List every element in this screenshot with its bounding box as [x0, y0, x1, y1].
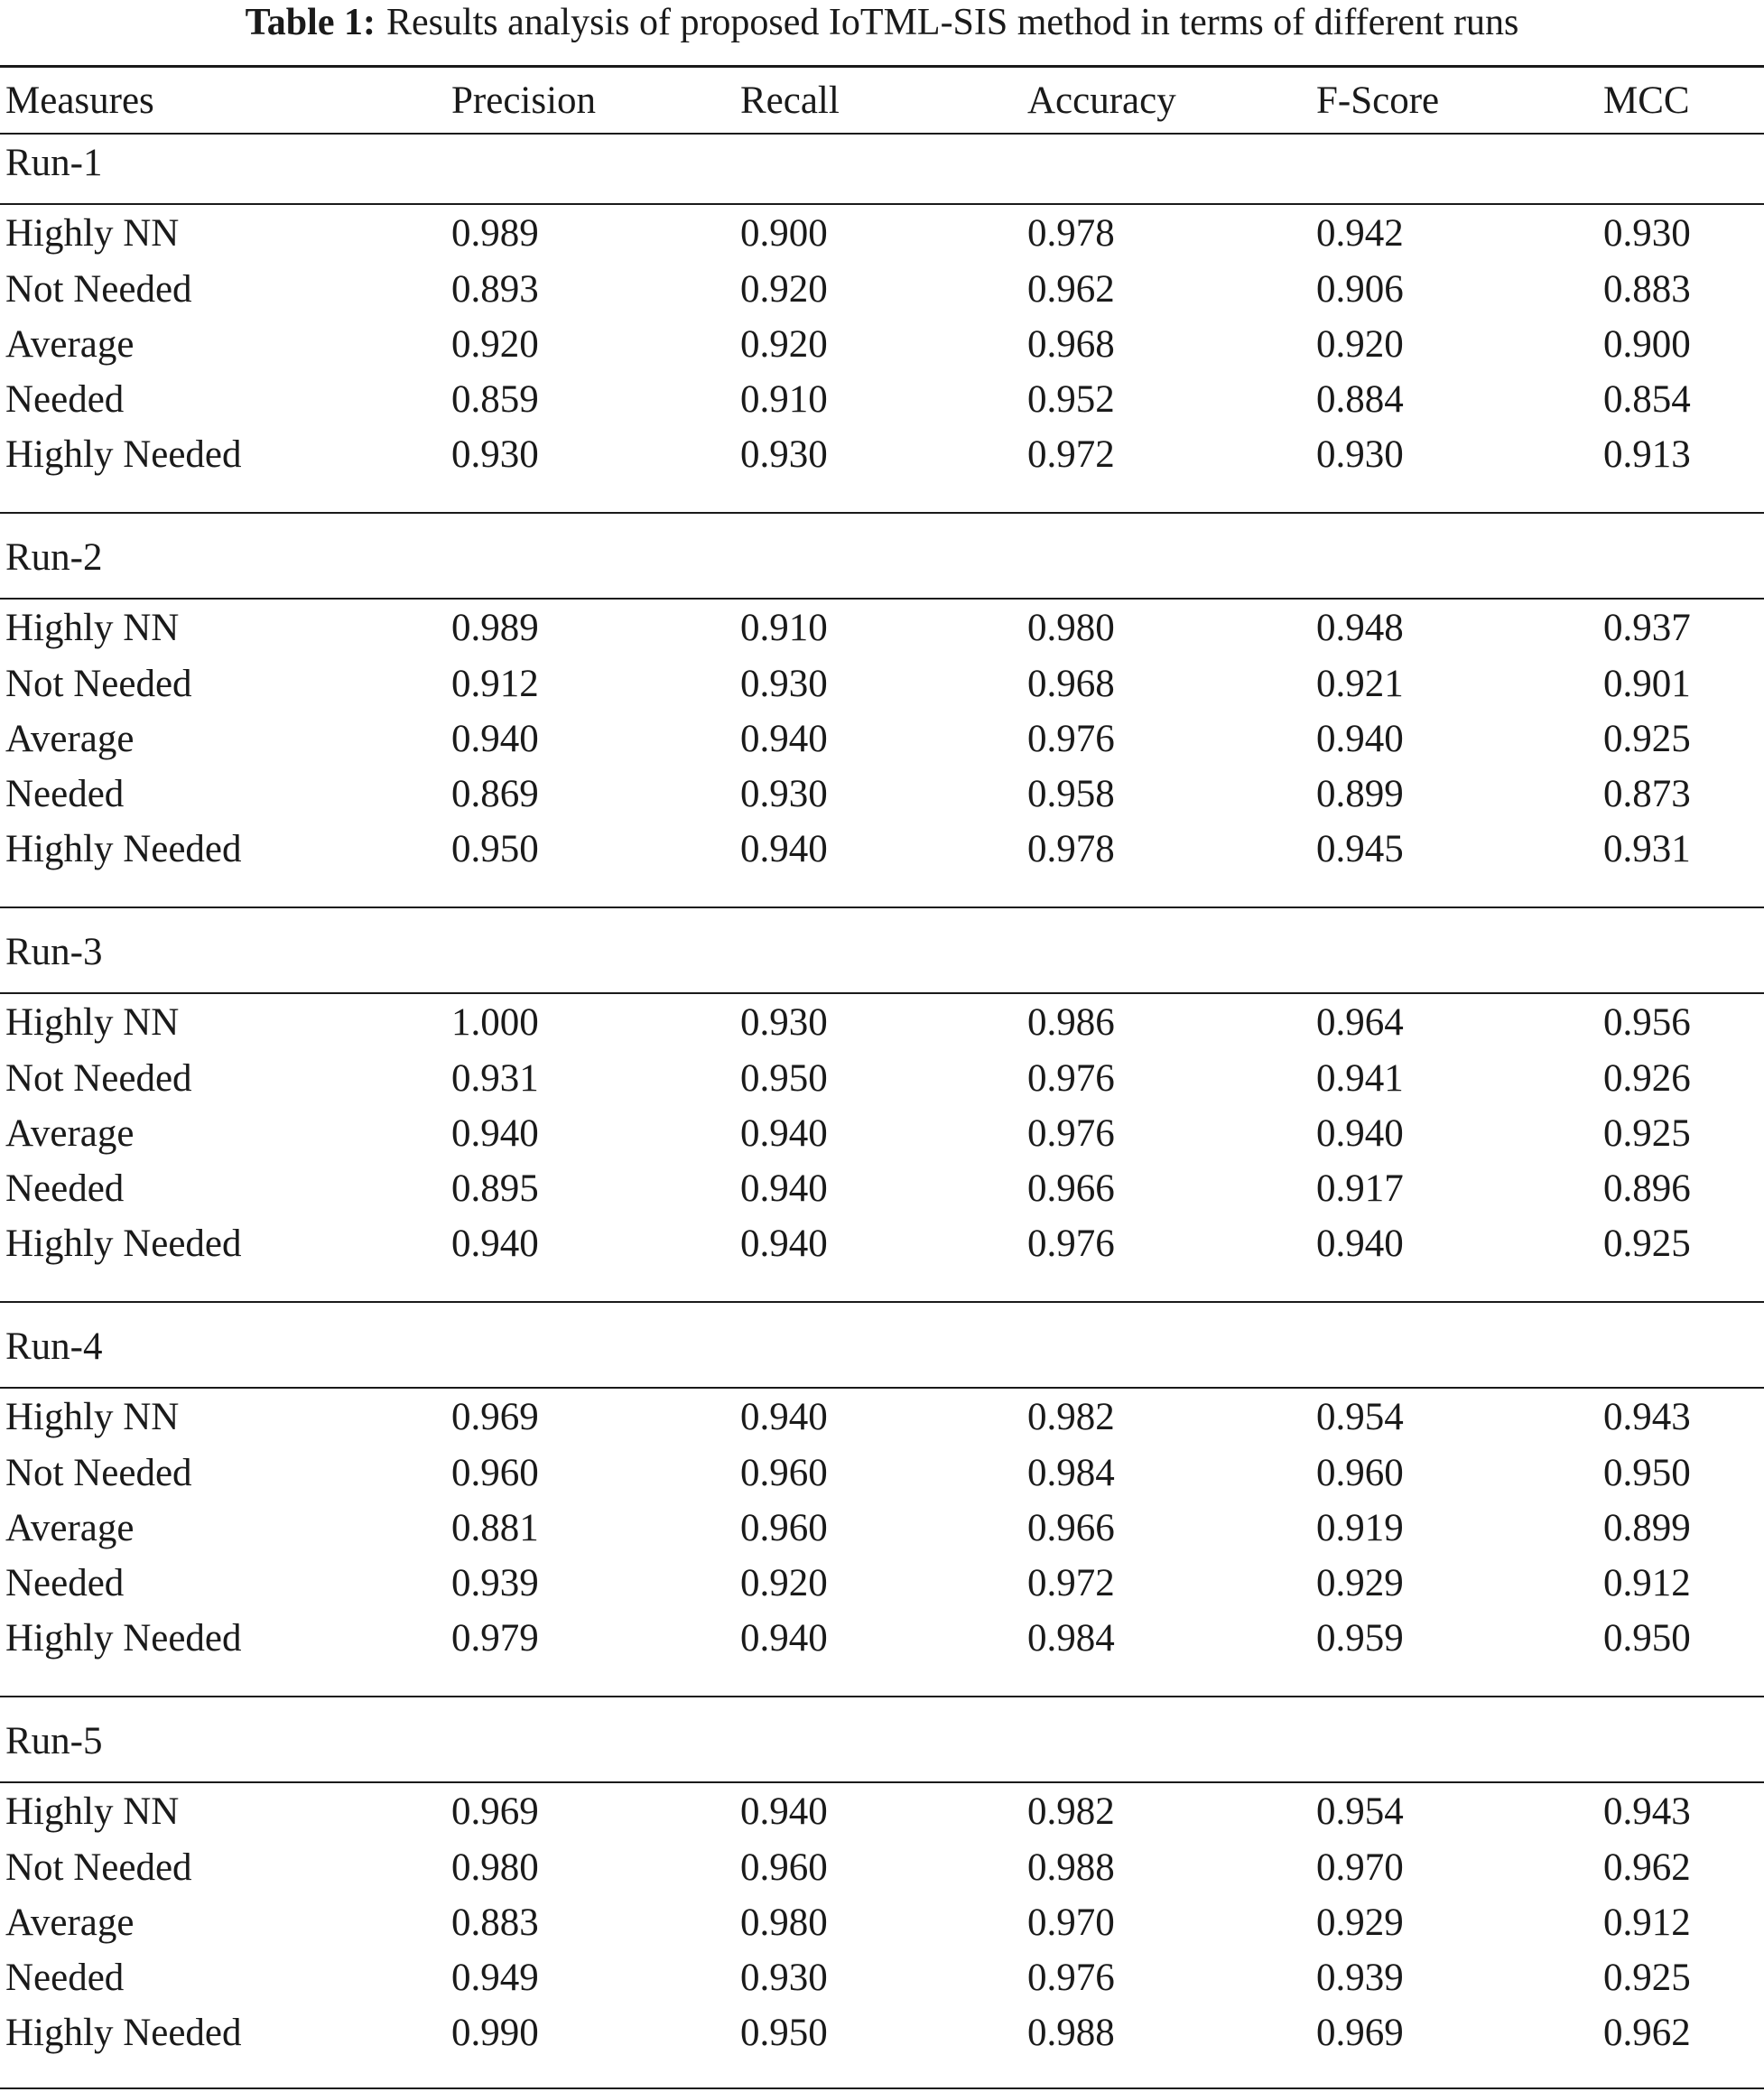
value-cell: 0.912	[451, 663, 539, 705]
value-cell: 0.978	[1027, 212, 1115, 255]
value-cell: 1.000	[451, 1001, 539, 1044]
value-cell: 0.921	[1316, 663, 1404, 705]
value-cell: 0.939	[451, 1562, 539, 1604]
value-cell: 0.930	[740, 433, 828, 476]
value-cell: 0.920	[451, 323, 539, 366]
value-cell: 0.956	[1603, 1001, 1691, 1044]
value-cell: 0.929	[1316, 1901, 1404, 1944]
value-cell: 0.930	[451, 433, 539, 476]
group-title: Run-1	[5, 142, 103, 184]
value-cell: 0.950	[740, 1057, 828, 1100]
value-cell: 0.901	[1603, 663, 1691, 705]
value-cell: 0.940	[740, 1223, 828, 1265]
value-cell: 0.931	[1603, 828, 1691, 870]
value-cell: 0.960	[740, 1846, 828, 1889]
value-cell: 0.979	[451, 1617, 539, 1660]
table-row	[0, 996, 1764, 1050]
value-cell: 0.930	[740, 1957, 828, 1999]
value-cell: 0.859	[451, 378, 539, 421]
value-cell: 0.896	[1603, 1167, 1691, 1210]
value-cell: 0.988	[1027, 1846, 1115, 1889]
table-row	[0, 1896, 1764, 1950]
section-bottom-rule	[0, 1301, 1764, 1303]
table-row	[0, 767, 1764, 822]
value-cell: 0.988	[1027, 2012, 1115, 2054]
value-cell: 0.970	[1316, 1846, 1404, 1889]
header-bottom-rule	[0, 133, 1764, 135]
header-cell-mcc: MCC	[1603, 79, 1690, 122]
table-row	[0, 1612, 1764, 1666]
value-cell: 0.873	[1603, 773, 1691, 815]
section-bottom-rule	[0, 907, 1764, 908]
value-cell: 0.943	[1603, 1790, 1691, 1833]
value-cell: 0.920	[1316, 323, 1404, 366]
table-row	[0, 823, 1764, 877]
value-cell: 0.939	[1316, 1957, 1404, 1999]
row-label: Highly NN	[5, 212, 180, 255]
value-cell: 0.972	[1027, 433, 1115, 476]
value-cell: 0.972	[1027, 1562, 1115, 1604]
value-cell: 0.937	[1603, 607, 1691, 649]
value-cell: 0.912	[1603, 1901, 1691, 1944]
table-row	[0, 428, 1764, 482]
row-label: Not Needed	[5, 268, 192, 311]
table-row	[0, 1390, 1764, 1445]
row-label: Highly NN	[5, 1001, 180, 1044]
row-label: Average	[5, 323, 135, 366]
value-cell: 0.940	[1316, 718, 1404, 760]
row-label: Needed	[5, 1562, 125, 1604]
value-cell: 0.950	[451, 828, 539, 870]
value-cell: 0.881	[451, 1507, 539, 1549]
value-cell: 0.962	[1027, 268, 1115, 311]
table-row	[0, 1107, 1764, 1161]
group-title: Run-4	[5, 1325, 103, 1368]
value-cell: 0.929	[1316, 1562, 1404, 1604]
value-cell: 0.978	[1027, 828, 1115, 870]
value-cell: 0.899	[1316, 773, 1404, 815]
section-bottom-rule	[0, 1696, 1764, 1697]
value-cell: 0.976	[1027, 1223, 1115, 1265]
value-cell: 0.920	[740, 1562, 828, 1604]
group-title: Run-2	[5, 536, 103, 579]
row-label: Not Needed	[5, 1452, 192, 1494]
value-cell: 0.980	[451, 1846, 539, 1889]
value-cell: 0.969	[451, 1396, 539, 1438]
value-cell: 0.893	[451, 268, 539, 311]
value-cell: 0.969	[1316, 2012, 1404, 2054]
table-row	[0, 1785, 1764, 1839]
group-title-row	[0, 1715, 1764, 1769]
row-label: Highly Needed	[5, 433, 242, 476]
value-cell: 0.930	[740, 1001, 828, 1044]
value-cell: 0.970	[1027, 1901, 1115, 1944]
table-row	[0, 1502, 1764, 1556]
value-cell: 0.966	[1027, 1507, 1115, 1549]
value-cell: 0.968	[1027, 663, 1115, 705]
value-cell: 0.968	[1027, 323, 1115, 366]
value-cell: 0.949	[451, 1957, 539, 1999]
value-cell: 0.966	[1027, 1167, 1115, 1210]
value-cell: 0.958	[1027, 773, 1115, 815]
value-cell: 0.959	[1316, 1617, 1404, 1660]
value-cell: 0.943	[1603, 1396, 1691, 1438]
table-row	[0, 1951, 1764, 2005]
group-title: Run-5	[5, 1720, 103, 1762]
value-cell: 0.869	[451, 773, 539, 815]
value-cell: 0.964	[1316, 1001, 1404, 1044]
value-cell: 0.990	[451, 2012, 539, 2054]
value-cell: 0.884	[1316, 378, 1404, 421]
value-cell: 0.982	[1027, 1790, 1115, 1833]
header-cell-f-score: F-Score	[1316, 79, 1440, 122]
group-title-row	[0, 925, 1764, 980]
group-title-rule	[0, 992, 1764, 994]
group-title-rule	[0, 598, 1764, 600]
value-cell: 0.960	[740, 1507, 828, 1549]
value-cell: 0.969	[451, 1790, 539, 1833]
value-cell: 0.954	[1316, 1396, 1404, 1438]
value-cell: 0.917	[1316, 1167, 1404, 1210]
value-cell: 0.940	[451, 718, 539, 760]
header-cell-precision: Precision	[451, 79, 597, 122]
table-row	[0, 263, 1764, 317]
value-cell: 0.952	[1027, 378, 1115, 421]
value-cell: 0.948	[1316, 607, 1404, 649]
value-cell: 0.960	[740, 1452, 828, 1494]
value-cell: 0.940	[1316, 1223, 1404, 1265]
value-cell: 0.954	[1316, 1790, 1404, 1833]
table-top-rule	[0, 65, 1764, 68]
row-label: Average	[5, 1112, 135, 1155]
table-row	[0, 1446, 1764, 1501]
value-cell: 0.919	[1316, 1507, 1404, 1549]
value-cell: 0.962	[1603, 2012, 1691, 2054]
value-cell: 0.906	[1316, 268, 1404, 311]
value-cell: 0.945	[1316, 828, 1404, 870]
table-row	[0, 1162, 1764, 1216]
row-label: Needed	[5, 378, 125, 421]
value-cell: 0.940	[740, 718, 828, 760]
value-cell: 0.942	[1316, 212, 1404, 255]
row-label: Highly Needed	[5, 828, 242, 870]
group-title-row	[0, 531, 1764, 585]
table-row	[0, 1217, 1764, 1271]
table-caption	[0, 0, 1764, 45]
value-cell: 0.984	[1027, 1452, 1115, 1494]
value-cell: 0.913	[1603, 433, 1691, 476]
value-cell: 0.940	[740, 1396, 828, 1438]
value-cell: 0.984	[1027, 1617, 1115, 1660]
row-label: Not Needed	[5, 663, 192, 705]
value-cell: 0.940	[740, 1167, 828, 1210]
group-title-row	[0, 1320, 1764, 1374]
table-row	[0, 601, 1764, 655]
value-cell: 0.940	[451, 1112, 539, 1155]
value-cell: 0.976	[1027, 1957, 1115, 1999]
header-cell-measures: Measures	[5, 79, 154, 122]
value-cell: 0.854	[1603, 378, 1691, 421]
value-cell: 0.986	[1027, 1001, 1115, 1044]
section-bottom-rule	[0, 2087, 1764, 2089]
value-cell: 0.950	[740, 2012, 828, 2054]
value-cell: 0.950	[1603, 1452, 1691, 1494]
group-title-rule	[0, 1781, 1764, 1783]
table-row	[0, 318, 1764, 372]
value-cell: 0.976	[1027, 718, 1115, 760]
value-cell: 0.931	[451, 1057, 539, 1100]
table-row	[0, 657, 1764, 711]
value-cell: 0.910	[740, 378, 828, 421]
value-cell: 0.930	[1603, 212, 1691, 255]
group-title-rule	[0, 203, 1764, 205]
row-label: Needed	[5, 1957, 125, 1999]
value-cell: 0.940	[740, 828, 828, 870]
value-cell: 0.920	[740, 268, 828, 311]
value-cell: 0.982	[1027, 1396, 1115, 1438]
table-row	[0, 1052, 1764, 1106]
row-label: Needed	[5, 773, 125, 815]
row-label: Highly NN	[5, 1790, 180, 1833]
value-cell: 0.883	[451, 1901, 539, 1944]
caption-text: Results analysis of proposed IoTML-SIS method in terms of different runs	[385, 2, 1519, 43]
row-label: Average	[5, 1901, 135, 1944]
header-cell-accuracy: Accuracy	[1027, 79, 1176, 122]
value-cell: 0.940	[1316, 1112, 1404, 1155]
value-cell: 0.989	[451, 212, 539, 255]
value-cell: 0.930	[740, 663, 828, 705]
table-row	[0, 207, 1764, 261]
group-title-row	[0, 136, 1764, 191]
table-row	[0, 712, 1764, 767]
value-cell: 0.883	[1603, 268, 1691, 311]
group-title: Run-3	[5, 931, 103, 973]
value-cell: 0.989	[451, 607, 539, 649]
value-cell: 0.925	[1603, 1112, 1691, 1155]
table-row	[0, 2006, 1764, 2060]
value-cell: 0.960	[451, 1452, 539, 1494]
row-label: Not Needed	[5, 1846, 192, 1889]
value-cell: 0.925	[1603, 1223, 1691, 1265]
header-cell-recall: Recall	[740, 79, 840, 122]
group-title-rule	[0, 1387, 1764, 1389]
row-label: Highly Needed	[5, 2012, 242, 2054]
value-cell: 0.930	[740, 773, 828, 815]
value-cell: 0.925	[1603, 718, 1691, 760]
table-row	[0, 373, 1764, 427]
value-cell: 0.900	[1603, 323, 1691, 366]
value-cell: 0.930	[1316, 433, 1404, 476]
row-label: Highly NN	[5, 1396, 180, 1438]
row-label: Highly Needed	[5, 1617, 242, 1660]
value-cell: 0.910	[740, 607, 828, 649]
value-cell: 0.976	[1027, 1112, 1115, 1155]
row-label: Highly Needed	[5, 1223, 242, 1265]
value-cell: 0.962	[1603, 1846, 1691, 1889]
value-cell: 0.900	[740, 212, 828, 255]
value-cell: 0.941	[1316, 1057, 1404, 1100]
value-cell: 0.895	[451, 1167, 539, 1210]
value-cell: 0.980	[1027, 607, 1115, 649]
value-cell: 0.950	[1603, 1617, 1691, 1660]
value-cell: 0.940	[740, 1617, 828, 1660]
value-cell: 0.926	[1603, 1057, 1691, 1100]
row-label: Highly NN	[5, 607, 180, 649]
header-row	[0, 74, 1764, 128]
table-row	[0, 1557, 1764, 1611]
section-bottom-rule	[0, 512, 1764, 514]
row-label: Needed	[5, 1167, 125, 1210]
value-cell: 0.899	[1603, 1507, 1691, 1549]
value-cell: 0.940	[740, 1112, 828, 1155]
value-cell: 0.940	[451, 1223, 539, 1265]
row-label: Average	[5, 1507, 135, 1549]
value-cell: 0.925	[1603, 1957, 1691, 1999]
row-label: Average	[5, 718, 135, 760]
table-row	[0, 1841, 1764, 1895]
value-cell: 0.940	[740, 1790, 828, 1833]
value-cell: 0.980	[740, 1901, 828, 1944]
value-cell: 0.912	[1603, 1562, 1691, 1604]
caption-label: Table 1:	[245, 2, 376, 43]
value-cell: 0.976	[1027, 1057, 1115, 1100]
value-cell: 0.920	[740, 323, 828, 366]
row-label: Not Needed	[5, 1057, 192, 1100]
value-cell: 0.960	[1316, 1452, 1404, 1494]
